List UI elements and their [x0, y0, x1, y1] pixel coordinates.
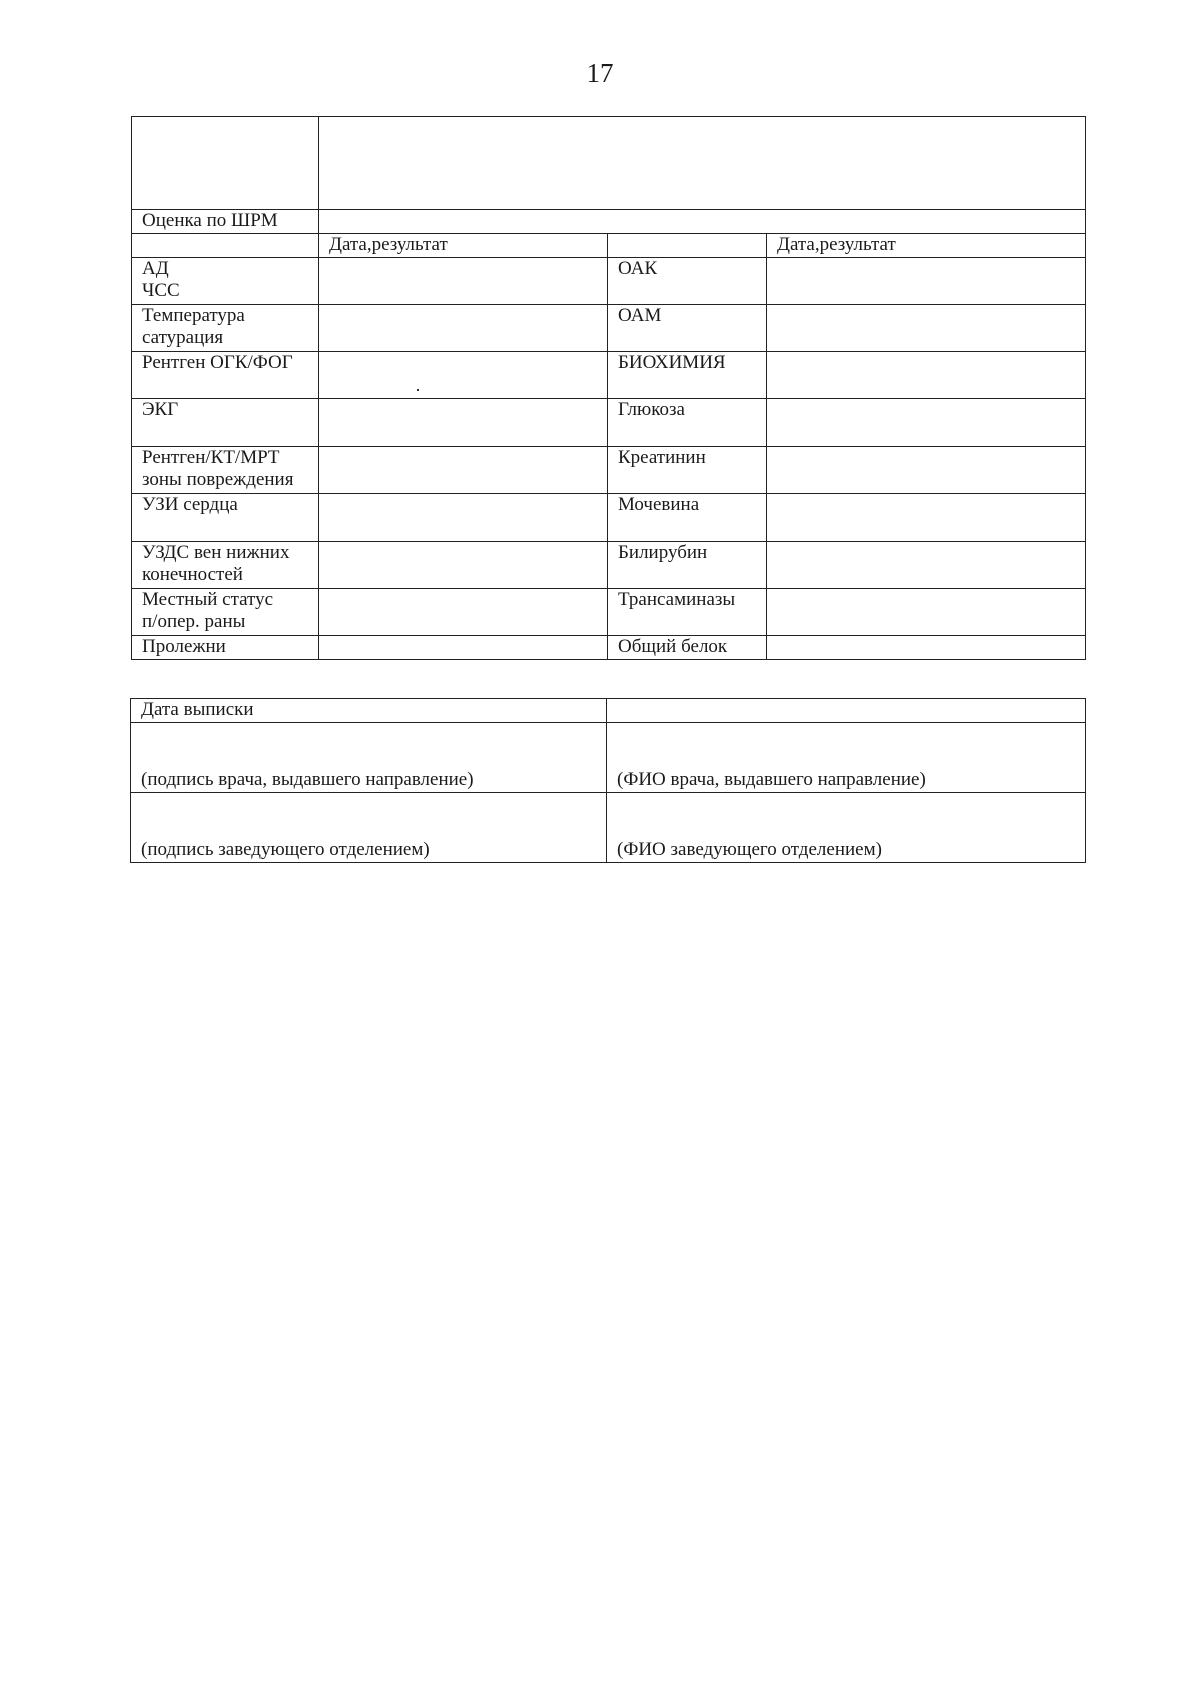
row-value-right[interactable]: [767, 352, 1086, 399]
top-blank-right-cell[interactable]: [319, 117, 1086, 210]
row-label-right: Глюкоза: [608, 399, 767, 447]
table-row: [132, 542, 1086, 589]
row-label-left: Рентген ОГК/ФОГ: [132, 352, 319, 399]
table-row: [132, 494, 1086, 542]
top-blank-row: [132, 117, 1086, 210]
row-label-right: Трансаминазы: [608, 589, 767, 636]
row-value-left[interactable]: [319, 352, 608, 399]
column-header-row: [132, 234, 1086, 258]
row-label-right: Общий белок: [608, 636, 767, 660]
table-row: [132, 447, 1086, 494]
row-value-right[interactable]: [767, 399, 1086, 447]
row-value-left[interactable]: [319, 399, 608, 447]
discharge-date-row: [131, 699, 1086, 723]
row-label-right: БИОХИМИЯ: [608, 352, 767, 399]
table-row: [132, 636, 1086, 660]
column-header-right: Дата,результат: [767, 234, 1086, 258]
discharge-signature-table: [130, 698, 1086, 863]
row-label-right: ОАК: [608, 258, 767, 305]
row-value-left[interactable]: [319, 305, 608, 352]
row-value-right[interactable]: [767, 494, 1086, 542]
table-row: [132, 258, 1086, 305]
shrm-row: [132, 210, 1086, 234]
table-row: [132, 399, 1086, 447]
row-label-left: ЭКГ: [132, 399, 319, 447]
row-label-right: Креатинин: [608, 447, 767, 494]
shrm-value-cell[interactable]: [319, 210, 1086, 234]
doctor-signature-field[interactable]: (подпись врача, выдавшего направление): [131, 723, 607, 793]
row-label-right: Билирубин: [608, 542, 767, 589]
row-label-right: Мочевина: [608, 494, 767, 542]
head-signature-field[interactable]: (подпись заведующего отделением): [131, 793, 607, 863]
table-row: [132, 305, 1086, 352]
row-value-left[interactable]: [319, 494, 608, 542]
row-label-left: Рентген/КТ/МРТ зоны повреждения: [132, 447, 319, 494]
shrm-label: Оценка по ШРМ: [132, 210, 319, 234]
row-label-left: Местный статус п/опер. раны: [132, 589, 319, 636]
discharge-date-label: Дата выписки: [131, 699, 607, 723]
table-row: [132, 352, 1086, 399]
row-label-left: УЗДС вен нижних конечностей: [132, 542, 319, 589]
header-blank-left: [132, 234, 319, 258]
row-label-left: АД ЧСС: [132, 258, 319, 305]
row-label-left: Температура сатурация: [132, 305, 319, 352]
row-value-left[interactable]: [319, 447, 608, 494]
row-label-left: УЗИ сердца: [132, 494, 319, 542]
row-value-left[interactable]: [319, 589, 608, 636]
row-value-left[interactable]: [319, 542, 608, 589]
column-header-left: Дата,результат: [319, 234, 608, 258]
row-value-left[interactable]: [319, 636, 608, 660]
row-value-right[interactable]: [767, 636, 1086, 660]
row-value-left[interactable]: [319, 258, 608, 305]
doctor-name-field[interactable]: (ФИО врача, выдавшего направление): [607, 723, 1086, 793]
header-blank-mid: [608, 234, 767, 258]
row-label-left: Пролежни: [132, 636, 319, 660]
discharge-date-field[interactable]: [607, 699, 1086, 723]
head-name-field[interactable]: (ФИО заведующего отделением): [607, 793, 1086, 863]
patient-status-table: [131, 116, 1086, 660]
table-row: [132, 589, 1086, 636]
stray-mark: [417, 389, 419, 391]
page-number: 17: [586, 58, 614, 88]
doctor-signature-row: [131, 723, 1086, 793]
row-value-right[interactable]: [767, 447, 1086, 494]
row-value-right[interactable]: [767, 258, 1086, 305]
head-signature-row: [131, 793, 1086, 863]
row-label-right: ОАМ: [608, 305, 767, 352]
top-blank-left-cell[interactable]: [132, 117, 319, 210]
row-value-right[interactable]: [767, 305, 1086, 352]
row-value-right[interactable]: [767, 542, 1086, 589]
row-value-right[interactable]: [767, 589, 1086, 636]
